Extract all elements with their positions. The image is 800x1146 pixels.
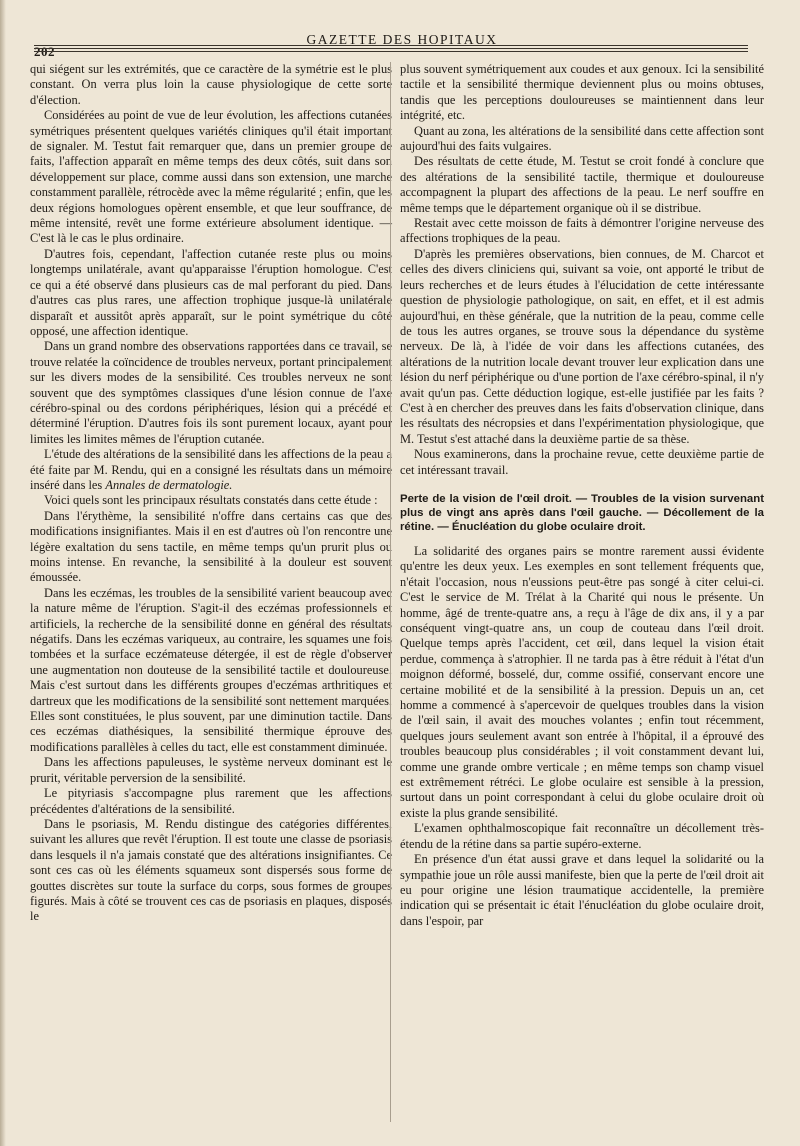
paragraph: L'examen ophthalmoscopique fait reconnaître un décollement très-étendu de la rétine dans sa partie supéro-externe.: [400, 821, 764, 851]
left-column: [30, 62, 392, 925]
paragraph: [30, 447, 392, 493]
paragraph: Le pityriasis s'accompagne plus rarement que les affections précédentes d'altérations de la sensibilité.: [30, 786, 392, 816]
paragraph: Nous examinerons, dans la prochaine revue, cette deuxième partie de cet intéressant travail.: [400, 447, 764, 477]
paragraph: Quant au zona, les altérations de la sensibilité dans cette affection sont aujourd'hui des faits vulgaires.: [400, 123, 764, 154]
paragraph: En présence d'un état aussi grave et dans lequel la solidarité ou la sympathie joue un rôle aussi manifeste, bien que la perte de l'œil droit ait eu pour origine une lésion traumatique accidentelle, la première indication qui se présentait ic était l'énucléation du globe oculaire droit, dans l'espoir, par: [400, 852, 764, 928]
page-number: 202: [34, 44, 55, 59]
right-column: [400, 62, 764, 929]
article-title: Perte de la vision de l'œil droit. — Troubles de la vision survenant plus de vingt ans après dans l'œil gauche. — Décollement de la rétine. — Énucléation du globe oculaire droit.: [400, 492, 764, 533]
paragraph: Dans les affections papuleuses, le système nerveux dominant est le prurit, véritable perversion de la sensibilité.: [30, 755, 392, 785]
journal-title: GAZETTE DES HOPITAUX: [306, 32, 498, 47]
paragraph: qui siégent sur les extrémités, que ce caractère de la symétrie est le plus constant. On verra plus loin la cause physiologique de cette sorte d'élection.: [30, 62, 392, 107]
paragraph: Dans l'érythème, la sensibilité n'offre dans certains cas que des modifications insignifiantes. Mais il en est d'autres où l'on rencontre une légère exaltation du sens tactile, en même temps qu'un prurit plus ou moins intense. En revanche, la sensibilité à la douleur est souvent émoussée.: [30, 508, 392, 585]
paragraph: D'autres fois, cependant, l'affection cutanée reste plus ou moins longtemps unilatérale, avant qu'apparaisse l'éruption homologue. C'est ce qui a été observé dans plusieurs cas de mal perforant du pied. Dans d'autres cas plus rares, une affection trophique jusque-là unilatérale disparaît et aussitôt après apparaît, sur le point symétrique du côté opposé, une affection identique.: [30, 246, 392, 338]
column-divider: [390, 62, 391, 1122]
paragraph-text: L'étude des altérations de la sensibilité dans les affections de la peau a été faite par M. Rendu, qui en a consigné les résultats dans un mémoire inséré dans les: [30, 447, 392, 492]
paragraph: Considérées au point de vue de leur évolution, les affections cutanées symétriques présentent quelques variétés cliniques qu'il était important de signaler. M. Testut fait remarquer que, dans un premier groupe de faits, l'affection apparaît en même temps des deux côtés, suit dans son développement sur place, comme aussi dans son extension, une marche constamment parallèle, rétrocède avec la même régularité ; enfin, que les deux régions homologues opèrent ensemble, et que leur souffrance, de même intensité, revêt une forme extérieure absolument identique. — C'est là le cas le plus ordinaire.: [30, 108, 392, 246]
journal-reference: Annales de dermatologie.: [105, 477, 233, 492]
page-binding-shadow: [0, 0, 6, 1146]
paragraph: Voici quels sont les principaux résultats constatés dans cette étude :: [44, 493, 378, 508]
paragraph: D'après les premières observations, bien connues, de M. Charcot et celles des divers cliniciens qui, suivant sa voie, ont apporté le tribut de leurs recherches et de leurs études à l'élucidation de cette intéressante question de physiologie pathologique, on sait, en effet, et il est admis aujourd'hui, en thèse générale, que la nutrition de la peau, comme celle de tous les autres organes, se trouve sous la dépendance du système nerveux. De là, à l'idée de voir dans les affections cutanées, des altérations de la nutrition locale devant trouver leur explication dans une lésion du nerf périphérique ou d'une portion de l'axe cérébro-spinal, il n'y avait qu'un pas. Cette déduction logique, est-elle justifiée par les faits ? C'est à en chercher des preuves dans les faits d'observation clinique, dans les résultats des nécropsies et dans l'expérimentation physiologique, que M. Testut s'est attaché dans la deuxième partie de sa thèse.: [400, 246, 764, 446]
header-rule: [34, 45, 748, 46]
paragraph: Dans un grand nombre des observations rapportées dans ce travail, se trouve relatée la coïncidence de troubles nerveux, portant principalement sur les divers modes de la sensibilité. Ces troubles nerveux ne sont souvent que des symptômes classiques d'une lésion connue de l'axe cérébro-spinal ou des cordons périphériques, lésion qui a précédé et déterminé l'éruption. D'autres fois ils sont purement locaux, ayant pour limites les limites mêmes de l'éruption cutanée.: [30, 339, 392, 446]
paragraph: Dans le psoriasis, M. Rendu distingue des catégories différentes, suivant les allures que revêt l'éruption. Il est toute une classe de psoriasis dans lesquels il n'a jamais constaté que des altérations insignifiantes. Ce sont ces cas où les éléments squameux sont dispersés sous forme de gouttes discrètes sur toute la surface du corps, sous formes de groupes figurés. Mais à côté se trouvent ces cas de psoriasis en plaques, disposés le: [30, 816, 392, 924]
paragraph: Des résultats de cette étude, M. Testut se croit fondé à conclure que des altérations de la sensibilité tactile, thermique et douloureuse accompagnent la plupart des affections de la peau. Le nerf souffre en même temps que le département organique où il se distribue.: [400, 154, 764, 215]
paragraph: La solidarité des organes pairs se montre rarement aussi évidente qu'entre les deux yeux. Les exemples en sont tellement fréquents que, n'était l'occasion, nous n'eussions peut-être pas songé à citer celui-ci. C'est le service de M. Trélat à la Charité qui nous le présente. Un homme, âgé de trente-quatre ans, a reçu à l'âge de dix ans, il y a par conséquent vingt-quatre ans, un coup de couteau dans l'œil droit. Quelque temps après l'accident, cet œil, dans lequel la vision était perdue, commença à s'atrophier. Il ne tarda pas à être réduit à l'état d'un moignon déformé, bosselé, dur, comme ossifié, conservant encore une certaine mobilité et de la sensibilité à la pression. Depuis un an, cet homme a commencé à s'apercevoir de quelques troubles dans la vision de l'œil sain, il avait des mouches volantes ; enfin tout récemment, quelques jours seulement avant son entrée à l'hôpital, il a éprouvé des troubles beaucoup plus considérables ; il voit constamment devant lui, comme une grande ombre verticale ; en même temps son champ visuel est extrêmement rétréci. Le globe oculaire est sensible à la pression, surtout dans un point correspondant à celui du globe oculaire droit où existe la plus grande sensibilité.: [400, 543, 764, 820]
paragraph: Dans les eczémas, les troubles de la sensibilité varient beaucoup avec la nature même de l'éruption. S'agit-il des eczémas professionnels et artificiels, la recherche de la sensibilité donne en général des résultats négatifs. Dans les eczémas variqueux, au contraire, les squames une fois tombées et la surface eczémateuse détergée, il est de règle d'observer une augmentation non douteuse de la sensibilité tactile et douloureuse. Mais c'est surtout dans les différents groupes d'eczémas arthritiques et dartreux que les modifications de la sensibilité sont nettement marquées. Elles sont constituées, le plus souvent, par une diminution tactile. Dans ces eczémas diathésiques, la sensibilité thermique éprouve des modifications parallèles à celles du tact, elle est constamment diminuée.: [30, 585, 392, 754]
paragraph: Restait avec cette moisson de faits à démontrer l'origine nerveuse des affections trophiques de la peau.: [400, 216, 764, 246]
paragraph: plus souvent symétriquement aux coudes et aux genoux. Ici la sensibilité tactile et la sensibilité thermique deviennent plus ou moins obtuses, tandis que les perceptions douloureuses se maintiennent dans leur intégrité, etc.: [400, 62, 764, 123]
header-rule: [34, 48, 748, 49]
header-rule: [34, 51, 748, 52]
